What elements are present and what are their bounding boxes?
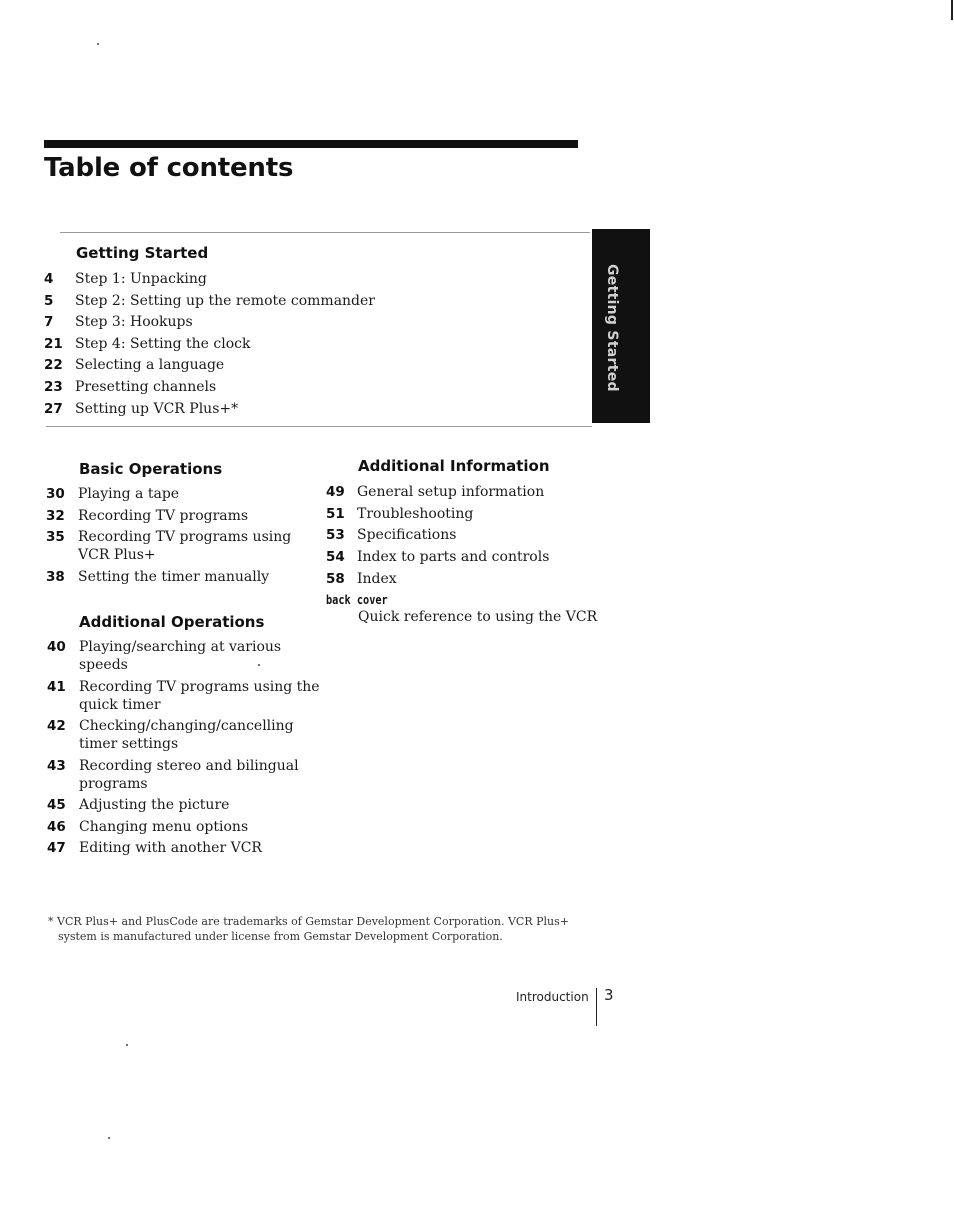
toc-entry-title: Recording TV programs using xyxy=(78,529,292,545)
toc-entry[interactable] xyxy=(326,570,626,588)
toc-entry-title: Adjusting the picture xyxy=(79,797,230,813)
toc-entry-title: Step 2: Setting up the remote commander xyxy=(75,292,375,309)
toc-entry-title: Playing/searching at various xyxy=(79,639,282,655)
toc-entry[interactable] xyxy=(44,378,584,396)
toc-entry[interactable] xyxy=(44,335,584,353)
title-rule xyxy=(44,140,578,148)
toc-entry-title-continued: speeds xyxy=(79,657,128,673)
scan-speck xyxy=(97,43,99,45)
toc-entry[interactable] xyxy=(47,717,327,753)
toc-entry[interactable] xyxy=(44,270,584,288)
footer-divider xyxy=(596,988,597,1026)
toc-entry-title: Recording TV programs using the xyxy=(79,678,320,695)
toc-entry-title: Presetting channels xyxy=(75,378,217,395)
toc-entry-title: Checking/changing/cancelling xyxy=(79,718,294,734)
toc-entry-title: Selecting a language xyxy=(75,357,225,374)
toc-page-number: 42 xyxy=(47,718,66,734)
toc-page-number: 35 xyxy=(46,529,65,545)
footer-section-label: Introduction xyxy=(516,990,589,1004)
toc-page-number: 23 xyxy=(44,378,63,395)
toc-entry[interactable] xyxy=(47,678,327,714)
toc-entry[interactable] xyxy=(47,818,327,836)
toc-entry-title: Troubleshooting xyxy=(357,505,474,522)
toc-entry[interactable] xyxy=(46,528,326,564)
toc-entry-title: Index xyxy=(357,570,397,587)
toc-entry[interactable] xyxy=(326,548,626,566)
toc-entry[interactable] xyxy=(44,313,584,331)
toc-page-number: 46 xyxy=(47,818,66,835)
toc-entry-title-continued: VCR Plus+ xyxy=(78,547,156,563)
scan-speck xyxy=(126,1044,128,1046)
heading-additional-operations: Additional Operations xyxy=(79,613,265,631)
toc-page-number: 58 xyxy=(326,570,345,587)
scan-speck xyxy=(258,664,260,666)
toc-entry[interactable] xyxy=(46,568,326,586)
toc-entry[interactable] xyxy=(47,757,327,793)
toc-page-number: 45 xyxy=(47,797,66,813)
toc-entry-title-continued: programs xyxy=(79,775,148,792)
toc-entry[interactable] xyxy=(46,485,326,503)
back-cover-entry[interactable]: Quick reference to using the VCR xyxy=(358,609,598,625)
heading-getting-started: Getting Started xyxy=(76,244,209,262)
scan-speck xyxy=(108,1137,110,1139)
toc-entry-title-continued: timer settings xyxy=(79,736,179,752)
toc-entry-title-continued: quick timer xyxy=(79,696,161,713)
list-additional-operations xyxy=(47,638,327,861)
toc-entry[interactable] xyxy=(44,400,584,418)
heading-basic-operations: Basic Operations xyxy=(79,460,223,478)
toc-entry-title: Recording stereo and bilingual xyxy=(79,757,299,774)
toc-page-number: 40 xyxy=(47,639,66,655)
back-cover-label: back cover xyxy=(326,592,388,607)
toc-page-number: 27 xyxy=(44,400,63,417)
heading-additional-information: Additional Information xyxy=(358,457,550,475)
scan-edge-mark xyxy=(951,0,953,20)
page-number: 3 xyxy=(604,986,614,1004)
toc-page-number: 41 xyxy=(47,678,66,695)
list-basic-operations xyxy=(46,485,326,589)
toc-page-number: 7 xyxy=(44,314,54,331)
toc-entry-title: Step 4: Setting the clock xyxy=(75,335,251,352)
toc-entry[interactable] xyxy=(44,356,584,374)
list-getting-started xyxy=(44,270,584,421)
toc-page-number: 43 xyxy=(47,757,66,774)
section-divider-bottom xyxy=(46,426,592,427)
toc-page-number: 4 xyxy=(44,271,54,287)
toc-entry-title: Setting up VCR Plus+* xyxy=(75,400,239,417)
toc-entry[interactable] xyxy=(47,796,327,814)
section-tab xyxy=(592,229,650,423)
toc-page-number: 54 xyxy=(326,549,345,566)
toc-page-number: 38 xyxy=(46,568,65,585)
toc-page-number: 22 xyxy=(44,357,63,374)
toc-entry-title: Changing menu options xyxy=(79,818,249,835)
toc-entry-title: Index to parts and controls xyxy=(357,549,550,566)
footnote-line: system is manufactured under license from Gemstar Development Corporation. xyxy=(58,930,503,943)
toc-entry-title: Step 1: Unpacking xyxy=(75,271,207,287)
toc-page-number: 53 xyxy=(326,527,345,544)
toc-entry-title: Recording TV programs xyxy=(78,507,249,524)
toc-entry-title: Setting the timer manually xyxy=(78,568,270,585)
toc-page-number: 5 xyxy=(44,292,54,309)
toc-entry[interactable] xyxy=(46,507,326,525)
toc-entry[interactable] xyxy=(44,292,584,310)
toc-page-number: 51 xyxy=(326,505,345,522)
toc-page-number: 30 xyxy=(46,486,65,502)
toc-entry-title: Playing a tape xyxy=(78,486,180,502)
toc-page-number: 32 xyxy=(46,507,65,524)
toc-entry-title: Specifications xyxy=(357,527,457,544)
toc-entry[interactable] xyxy=(326,483,626,501)
toc-entry[interactable] xyxy=(326,526,626,544)
trademark-footnote xyxy=(48,914,588,944)
list-additional-information xyxy=(326,483,626,591)
toc-page-number: 47 xyxy=(47,840,66,856)
toc-entry[interactable] xyxy=(47,839,327,857)
toc-entry[interactable] xyxy=(47,638,327,674)
toc-page-number: 49 xyxy=(326,484,345,500)
section-tab-label: Getting Started xyxy=(604,264,620,392)
toc-page-number: 21 xyxy=(44,335,63,352)
toc-entry-title: General setup information xyxy=(357,484,545,500)
footnote-line: * VCR Plus+ and PlusCode are trademarks of Gemstar Development Corporation. VCR Plus+ xyxy=(48,915,569,928)
page-title: Table of contents xyxy=(44,153,294,183)
toc-entry-title: Editing with another VCR xyxy=(79,840,262,856)
section-divider-top xyxy=(60,232,590,233)
toc-entry-title: Step 3: Hookups xyxy=(75,314,193,331)
toc-entry[interactable] xyxy=(326,505,626,523)
